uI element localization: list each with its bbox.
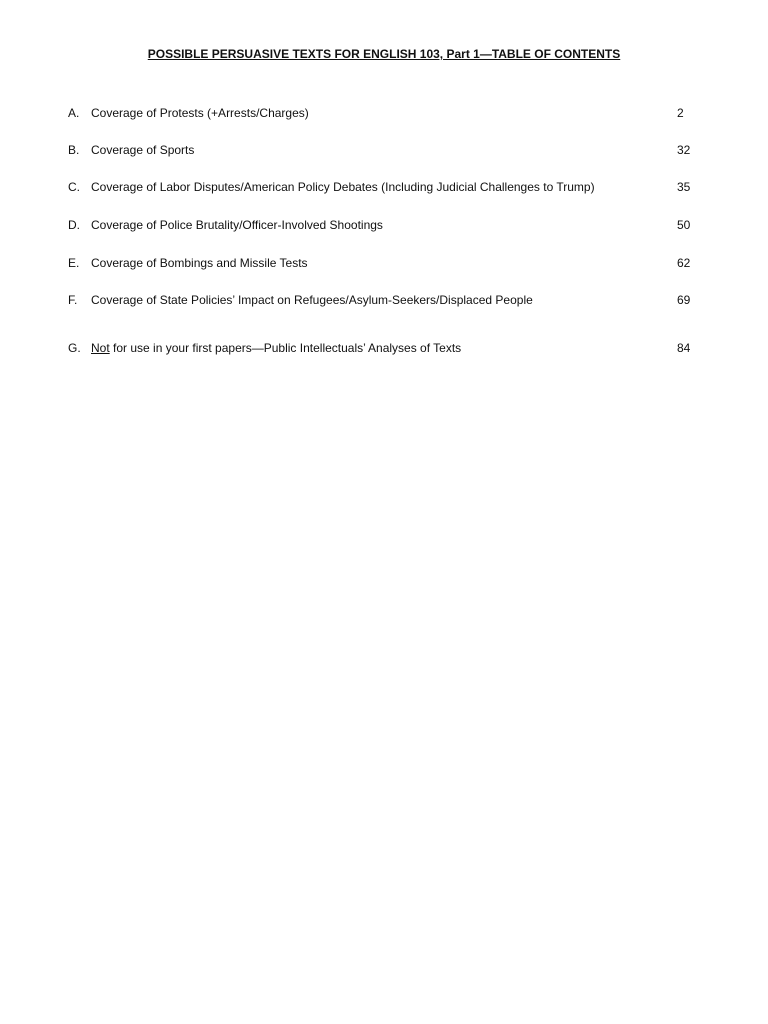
toc-entry-title-rest: for use in your first papers—Public Intellectuals’ Analyses of Texts: [109, 341, 462, 355]
toc-entry-letter: E.: [68, 256, 80, 270]
toc-entry-title: Coverage of Police Brutality/Officer-Involved Shootings: [91, 218, 383, 232]
toc-entry-page-number: 32: [677, 143, 691, 157]
toc-entry-title: Coverage of State Policies’ Impact on Refugees/Asylum-Seekers/Displaced People: [91, 293, 533, 307]
toc-entry-page-number: 62: [677, 256, 691, 270]
toc-entry-page-number: 35: [677, 180, 691, 194]
toc-entry-title: [91, 339, 461, 357]
toc-entry-b: [0, 141, 768, 159]
toc-entry-e: [0, 254, 768, 272]
toc-entry-page-number: 2: [677, 106, 684, 120]
toc-entry-title: Coverage of Labor Disputes/American Policy Debates (Including Judicial Challenges to Trump): [91, 180, 595, 194]
document-title: POSSIBLE PERSUASIVE TEXTS FOR ENGLISH 103, Part 1—TABLE OF CONTENTS: [147, 47, 621, 61]
toc-entry-g: [0, 339, 768, 357]
toc-entry-f: [0, 291, 768, 309]
toc-entry-c: [0, 178, 768, 196]
toc-entry-page-number: 69: [677, 293, 691, 307]
toc-entry-page-number: 50: [677, 218, 691, 232]
toc-entry-letter: G.: [68, 341, 81, 355]
toc-entry-letter: D.: [68, 218, 80, 232]
toc-entry-letter: A.: [68, 106, 80, 120]
toc-entry-page-number: 84: [677, 341, 691, 355]
toc-entry-letter: C.: [68, 180, 80, 194]
toc-entry-emphasis: Not: [91, 341, 110, 355]
toc-entry-title: Coverage of Sports: [91, 143, 195, 157]
toc-entry-a: [0, 104, 768, 122]
toc-entry-letter: B.: [68, 143, 80, 157]
toc-entry-title: Coverage of Bombings and Missile Tests: [91, 256, 308, 270]
toc-entry-title: Coverage of Protests (+Arrests/Charges): [91, 106, 309, 120]
toc-entry-d: [0, 216, 768, 234]
toc-entry-letter: F.: [68, 293, 78, 307]
